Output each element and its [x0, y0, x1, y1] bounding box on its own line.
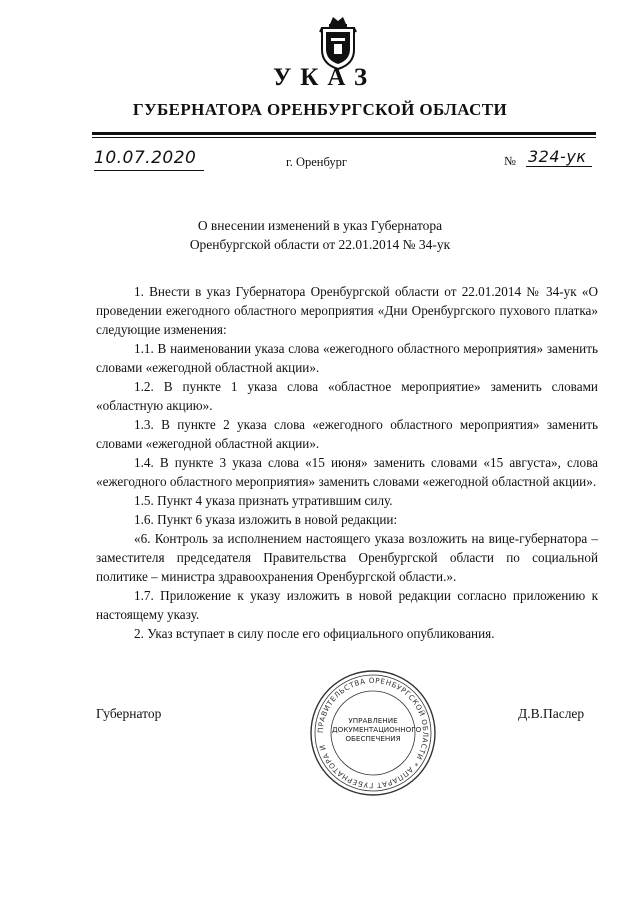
issuer-title: ГУБЕРНАТОРА ОРЕНБУРГСКОЙ ОБЛАСТИ: [132, 100, 508, 119]
stamp-center-text: [332, 716, 422, 743]
paragraph-1-5: 1.5. Пункт 4 указа признать утратившим силу.: [134, 493, 393, 508]
stamp-ring-text: ПРАВИТЕЛЬСТВА ОРЕНБУРГСКОЙ ОБЛАСТИ * АППАРАТ ГУБЕРНАТОРА И: [315, 675, 431, 791]
decree-date-field: [94, 146, 204, 171]
paragraph-1-4: 1.4. В пункте 3 указа слова «15 июня» заменить словами «15 августа», слова «ежегодного областного мероприятия» заменить словами «ежегодной областной акции».: [96, 455, 598, 489]
subject-line-1: О внесении изменений в указ Губернатора: [197, 218, 443, 233]
decree-city: г. Оренбург: [286, 155, 347, 169]
decree-number-line: [526, 146, 592, 167]
decree-subject: [0, 216, 640, 254]
paragraph-1-7: 1.7. Приложение к указу изложить в новой редакции согласно приложению к настоящему указу.: [96, 588, 598, 622]
decree-number: 324-ук: [528, 147, 587, 166]
header-divider-thick: [92, 132, 596, 135]
signatory-title: Губернатор: [96, 706, 162, 721]
orenburg-coat-of-arms-icon: [316, 14, 360, 70]
stamp-center-line-2: ДОКУМЕНТАЦИОННОГО: [332, 725, 422, 734]
document-type-title: УКАЗ: [272, 64, 377, 91]
paragraph-1-6: 1.6. Пункт 6 указа изложить в новой редакции:: [134, 512, 398, 527]
stamp-center-line-3: ОБЕСПЕЧЕНИЯ: [345, 734, 401, 743]
decree-number-field: [504, 146, 594, 170]
paragraph-1-3: 1.3. В пункте 2 указа слова «ежегодного областного мероприятия» заменить словами «ежегодной областной акции».: [96, 417, 598, 451]
paragraph-1: 1. Внести в указ Губернатора Оренбургской области от 22.01.2014 № 34-ук «О проведении ежегодного областного мероприятия «Дни Оренбургского пухового платка» следующие изменения:: [96, 284, 598, 337]
subject-line-2: Оренбургской области от 22.01.2014 № 34-ук: [189, 237, 451, 252]
decree-date: 10.07.2020: [94, 148, 197, 168]
paragraph-2: 2. Указ вступает в силу после его официального опубликования.: [134, 626, 495, 641]
header-divider-thin: [92, 137, 596, 138]
paragraph-quoted-6: «6. Контроль за исполнением настоящего указа возложить на вице-губернатора – заместителя председателя Правительства Оренбургской области по социальной политике – министра здравоохранения Оренбургской области.».: [96, 531, 598, 584]
stamp-center-line-1: УПРАВЛЕНИЕ: [348, 716, 398, 725]
paragraph-1-1: 1.1. В наименовании указа слова «ежегодного областного мероприятия» заменить словами «ежегодной областной акции».: [96, 341, 598, 375]
paragraph-1-2: 1.2. В пункте 1 указа слова «областное мероприятие» заменить словами «областную акцию».: [96, 379, 598, 413]
signatory-name: Д.В.Паслер: [518, 706, 585, 721]
decree-body: [96, 282, 598, 643]
decree-number-label: №: [504, 154, 516, 168]
